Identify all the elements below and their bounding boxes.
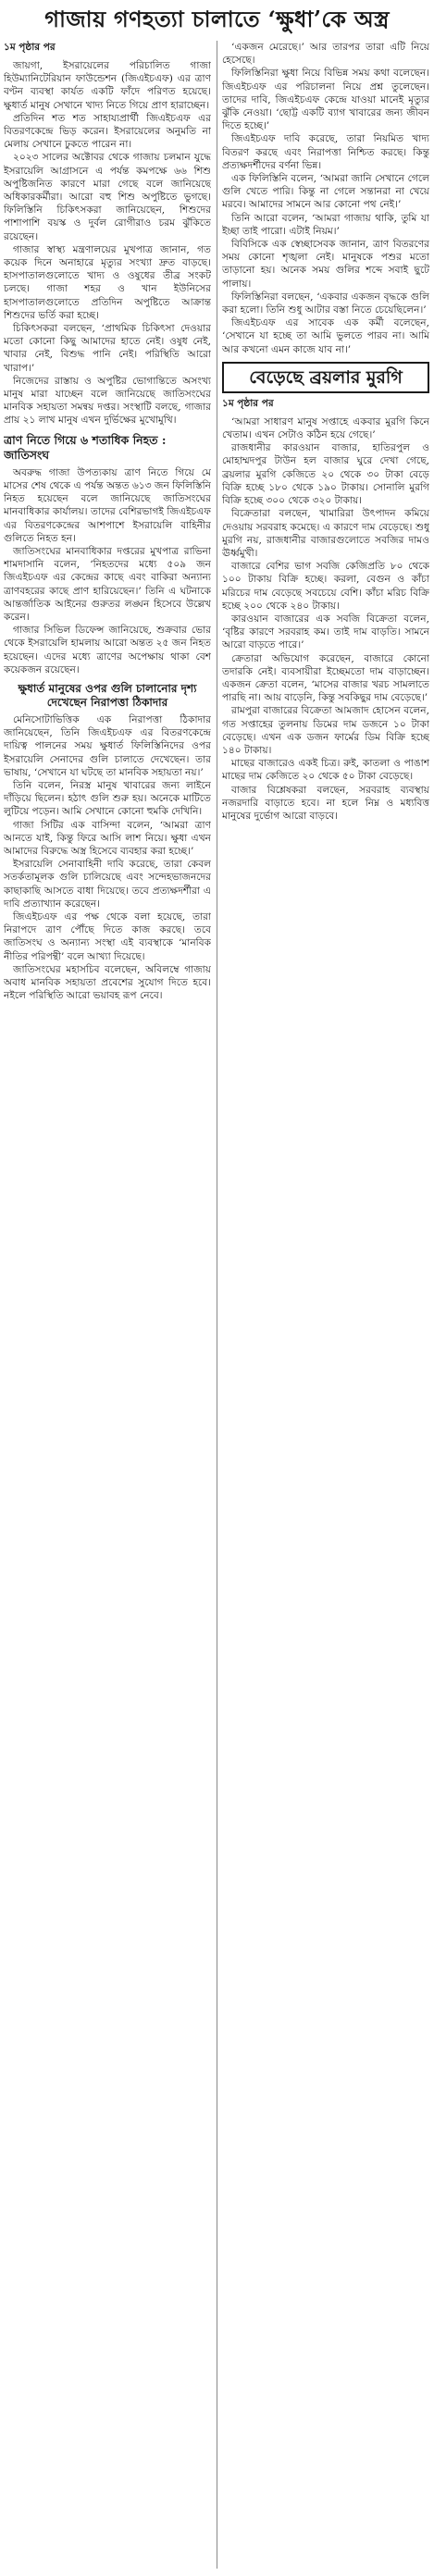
- subheading: ক্ষুধার্ত মানুষের ওপর গুলি চালানোর দৃশ্য দেখেছেন নিরাপত্তা ঠিকাদার: [18, 681, 197, 709]
- page-reference: ১ম পৃষ্ঠার পর: [4, 42, 56, 53]
- paragraph: জাতিসংঘের মানবাধিকার দপ্তরের মুখপাত্র রাভিনা শামদাসানি বলেন, ‘নিহতদের মধ্যে ৫০৯ জন জিএইচএফ এর কেন্দ্রের কাছে এবং বাকিরা অন্যান্য ত্রাণবহরের কাছে প্রাণ হারিয়েছেন।’ তিনি এ ঘটনাকে আন্তর্জাতিক আইনের গুরুতর লঙ্ঘন হিসেবে উল্লেখ করেন।: [4, 545, 211, 623]
- paragraph: ২০২৩ সালের অক্টোবর থেকে গাজায় চলমান যুদ্ধে ইসরায়েলি আগ্রাসনে এ পর্যন্ত কমপক্ষে ৬৬ শিশু অপুষ্টিজনিত কারণে মারা গেছে বলে জানিয়েছে অধিকারকর্মীরা। আরো বহু শিশু অপুষ্টিতে ভুগছে। ফিলিস্তিনি চিকিৎসকরা জানিয়েছেন, শিশুদের পাশাপাশি বয়স্ক ও দুর্বল রোগীরাও চরম ঝুঁকিতে রয়েছেন।: [4, 152, 211, 242]
- paragraph: গাজার স্বাস্থ্য মন্ত্রণালয়ের মুখপাত্র জানান, গত কয়েক দিনে অনাহারে মৃত্যুর সংখ্যা দ্রুত বাড়ছে। হাসপাতালগুলোতে খাদ্য ও ওষুধের তীব্র সংকট চলছে। গাজা শহর ও খান ইউনিসের হাসপাতালগুলোতে প্রতিদিন অপুষ্টিতে আক্রান্ত শিশুদের ভর্তি করা হচ্ছে।: [4, 243, 211, 321]
- paragraph: ফিলিস্তিনিরা বলছেন, ‘একবার একজন বৃদ্ধকে গুলি করা হলো। তিনি শুধু আটার বস্তা নিতে চেয়েছিলেন।’: [222, 291, 429, 316]
- paragraph: জায়গা, ইসরায়েলের পরিচালিত গাজা হিউম্যানিটেরিয়ান ফাউন্ডেশন (জিএইচএফ) এর ত্রাণ বণ্টন ব্যবস্থা কার্যত একটি ফাঁদে পরিণত হয়েছে। ক্ষুধার্ত মানুষ সেখানে খাদ্য নিতে গিয়ে প্রাণ হারাচ্ছেন।: [4, 60, 211, 111]
- paragraph: বাজারে বেশির ভাগ সবজি কেজিপ্রতি ৮০ থেকে ১০০ টাকায় বিক্রি হচ্ছে। করলা, বেগুন ও কাঁচা মরিচের দাম বেড়েছে সবচেয়ে বেশি। কাঁচা মরিচ বিক্রি হচ্ছে ২০০ থেকে ২৪০ টাকায়।: [222, 561, 429, 612]
- section-headline-box: বেড়েছে ব্রয়লার মুরগি: [222, 362, 429, 393]
- subheading: ত্রাণ নিতে গিয়ে ৬ শতাধিক নিহত : জাতিসংঘ: [4, 432, 167, 462]
- paragraph: মেনিসোটাভিত্তিক এক নিরাপত্তা ঠিকাদার জানিয়েছেন, তিনি জিএইচএফ এর বিতরণকেন্দ্রে দায়িত্ব পালনের সময় ক্ষুধার্ত ফিলিস্তিনিদের ওপর ইসরায়েলি সেনাদের গুলি চালাতে দেখেছেন। তার ভাষায়, ‘সেখানে যা ঘটছে তা মানবিক সহায়তা নয়।’: [4, 713, 211, 778]
- paragraph: কারওয়ান বাজারের এক সবজি বিক্রেতা বলেন, ‘বৃষ্টির কারণে সরবরাহ কম। তাই দাম বাড়তি। সামনে আরো বাড়তে পারে।’: [222, 613, 429, 651]
- right-column: [222, 41, 429, 2569]
- paragraph: প্রতিদিন শত শত সাহায্যপ্রার্থী জিএইচএফ এর বিতরণকেন্দ্রে ভিড় করেন। ইসরায়েলের অনুমতি না মেলায় সেখানে ঢুকতে পারেন না।: [4, 112, 211, 151]
- paragraph: তিনি বলেন, নিরস্ত্র মানুষ খাবারের জন্য লাইনে দাঁড়িয়ে ছিলেন। হঠাৎ গুলি শুরু হয়। অনেকে মাটিতে লুটিয়ে পড়েন। আমি সেখানে কোনো হুমকি দেখিনি।: [4, 779, 211, 818]
- paragraph: ইসরায়েলি সেনাবাহিনী দাবি করেছে, তারা কেবল সতর্কতামূলক গুলি চালিয়েছে এবং সন্দেহভাজনদের কাছাকাছি আসতে বাধা দিয়েছে। তবে প্রত্যক্ষদর্শীরা এ দাবি প্রত্যাখ্যান করেছেন।: [4, 859, 211, 910]
- paragraph: নিজেদের রাস্তায় ও অপুষ্টির ভোগান্তিতে অসংখ্য মানুষ মারা যাচ্ছেন বলে জানিয়েছে জাতিসংঘের মানবিক সহায়তা সমন্বয় দপ্তর। সংস্থাটি বলছে, গাজার প্রায় ২১ লাখ মানুষ এখন দুর্ভিক্ষের মুখোমুখি।: [4, 375, 211, 427]
- left-column: [4, 41, 211, 2569]
- paragraph: রামপুরা বাজারের বিক্রেতা আমজাদ হোসেন বলেন, গত সপ্তাহের তুলনায় ডিমের দাম ডজনে ১০ টাকা বেড়েছে। এখন এক ডজন ফার্মের ডিম বিক্রি হচ্ছে ১৪০ টাকায়।: [222, 705, 429, 756]
- paragraph: অবরুদ্ধ গাজা উপত্যকায় ত্রাণ নিতে গিয়ে মে মাসের শেষ থেকে এ পর্যন্ত অন্তত ৬১৩ জন ফিলিস্তিনি নিহত হয়েছেন বলে জানিয়েছে জাতিসংঘের মানবাধিকার কার্যালয়। তাদের বেশিরভাগই জিএইচএফ এর বিতরণকেন্দ্রের আশপাশে ইসরায়েলি বাহিনীর গুলিতে নিহত হন।: [4, 466, 211, 544]
- paragraph: গাজা সিটির এক বাসিন্দা বলেন, ‘আমরা ত্রাণ আনতে যাই, কিন্তু ফিরে আসি লাশ নিয়ে। ক্ষুধা এখন আমাদের বিরুদ্ধে অস্ত্র হিসেবে ব্যবহার করা হচ্ছে।’: [4, 819, 211, 857]
- paragraph: ক্রেতারা অভিযোগ করেছেন, বাজারে কোনো তদারকি নেই। ব্যবসায়ীরা ইচ্ছেমতো দাম বাড়াচ্ছেন। একজন ক্রেতা বলেন, ‘মাসের বাজার খরচ সামলাতে পারছি না। আয় বাড়েনি, কিন্তু সবকিছুর দাম বেড়েছে।’: [222, 652, 429, 704]
- paragraph: জিএইচএফ এর সাবেক এক কর্মী বলেছেন, ‘সেখানে যা হচ্ছে তা আমি ভুলতে পারব না। আমি আর কখনো এমন কাজে যাব না।’: [222, 317, 429, 355]
- paragraph: জিএইচএফ এর পক্ষ থেকে বলা হয়েছে, তারা নিরাপদে ত্রাণ পৌঁছে দিতে কাজ করছে। তবে জাতিসংঘ ও অন্যান্য সংস্থা এই ব্যবস্থাকে ‘মানবিক নীতির পরিপন্থী’ বলে আখ্যা দিয়েছে।: [4, 910, 211, 962]
- paragraph: মাছের বাজারেও একই চিত্র। রুই, কাতলা ও পাঙাশ মাছের দাম কেজিতে ২০ থেকে ৫০ টাকা বেড়েছে।: [222, 758, 429, 783]
- paragraph: ফিলিস্তিনিরা ক্ষুধা নিয়ে বিভিন্ন সময় কথা বলেছেন। জিএইচএফ এর পরিচালনা নিয়ে প্রশ্ন তুলেছেন। তাদের দাবি, জিএইচএফ কেন্দ্রে যাওয়া মানেই মৃত্যুর ঝুঁকি নেওয়া। ‘ছোট্ট একটি ব্যাগ খাবারের জন্য জীবন দিতে হচ্ছে।’: [222, 68, 429, 132]
- paragraph: ‘আমরা সাধারণ মানুষ সপ্তাহে একবার মুরগি কিনে খেতাম। এখন সেটাও কঠিন হয়ে গেছে।’: [222, 415, 429, 441]
- paragraph: চিকিৎসকরা বলছেন, ‘প্রাথমিক চিকিৎসা দেওয়ার মতো কোনো কিছু আমাদের হাতে নেই। ওষুধ নেই, খাবার নেই, বিশুদ্ধ পানি নেই। পরিস্থিতি আরো খারাপ।’: [4, 323, 211, 374]
- page-reference: ১ম পৃষ্ঠার পর: [222, 397, 274, 409]
- paragraph: বিবিসিকে এক স্বেচ্ছাসেবক জানান, ত্রাণ বিতরণের সময় কোনো শৃঙ্খলা নেই। মানুষকে পশুর মতো তাড়ানো হয়। অনেক সময় গুলির শব্দে সবাই ছুটে পালায়।: [222, 239, 429, 290]
- paragraph: তিনি আরো বলেন, ‘আমরা গাজায় থাকি, তুমি যা ইচ্ছা তাই পারো। এটাই নিয়ম।’: [222, 212, 429, 237]
- paragraph: বাজার বিশ্লেষকরা বলছেন, সরবরাহ ব্যবস্থায় নজরদারি বাড়াতে হবে। না হলে নিম্ন ও মধ্যবিত্ত মানুষের দুর্ভোগ আরো বাড়বে।: [222, 784, 429, 822]
- headline: গাজায় গণহত্যা চালাতে ‘ক্ষুধা’কে অস্ত্র: [44, 6, 390, 32]
- paragraph: বিক্রেতারা বলছেন, খামারিরা উৎপাদন কমিয়ে দেওয়ায় সরবরাহ কমেছে। এ কারণে দাম বেড়েছে। শুধু মুরগি নয়, রাজধানীর বাজারগুলোতে সবজির দামও ঊর্ধ্বমুখী।: [222, 508, 429, 559]
- paragraph: জাতিসংঘের মহাসচিব বলেছেন, অবিলম্বে গাজায় অবাধ মানবিক সহায়তা প্রবেশের সুযোগ দিতে হবে। নইলে পরিস্থিতি আরো ভয়াবহ রূপ নেবে।: [4, 963, 211, 1002]
- paragraph: গাজার সিভিল ডিফেন্স জানিয়েছে, শুক্রবার ভোর থেকে ইসরায়েলি হামলায় আরো অন্তত ২৫ জন নিহত হয়েছেন। এদের মধ্যে ত্রাণের অপেক্ষায় থাকা বেশ কয়েকজন রয়েছেন।: [4, 625, 211, 675]
- paragraph: এক ফিলিস্তিনি বলেন, ‘আমরা জানি সেখানে গেলে গুলি খেতে পারি। কিন্তু না গেলে সন্তানরা না খেয়ে মরবে। আমাদের সামনে আর কোনো পথ নেই।’: [222, 173, 429, 211]
- paragraph: রাজধানীর কারওয়ান বাজার, হাতিরপুল ও মোহাম্মদপুর টাউন হল বাজার ঘুরে দেখা গেছে, ব্রয়লার মুরগি কেজিতে ২০ থেকে ৩০ টাকা বেড়ে বিক্রি হচ্ছে ১৮০ থেকে ১৯০ টাকায়। সোনালি মুরগি বিক্রি হচ্ছে ৩০০ থেকে ৩২০ টাকায়।: [222, 442, 429, 507]
- paragraph: ‘একজন মেরেছে।’ আর তারপর তারা এটি নিয়ে হেসেছে।: [222, 42, 429, 67]
- paragraph: জিএইচএফ দাবি করেছে, তারা নিয়মিত খাদ্য বিতরণ করছে এবং নিরাপত্তা নিশ্চিত করছে। কিন্তু প্রত্যক্ষদর্শীদের বর্ণনা ভিন্ন।: [222, 133, 429, 171]
